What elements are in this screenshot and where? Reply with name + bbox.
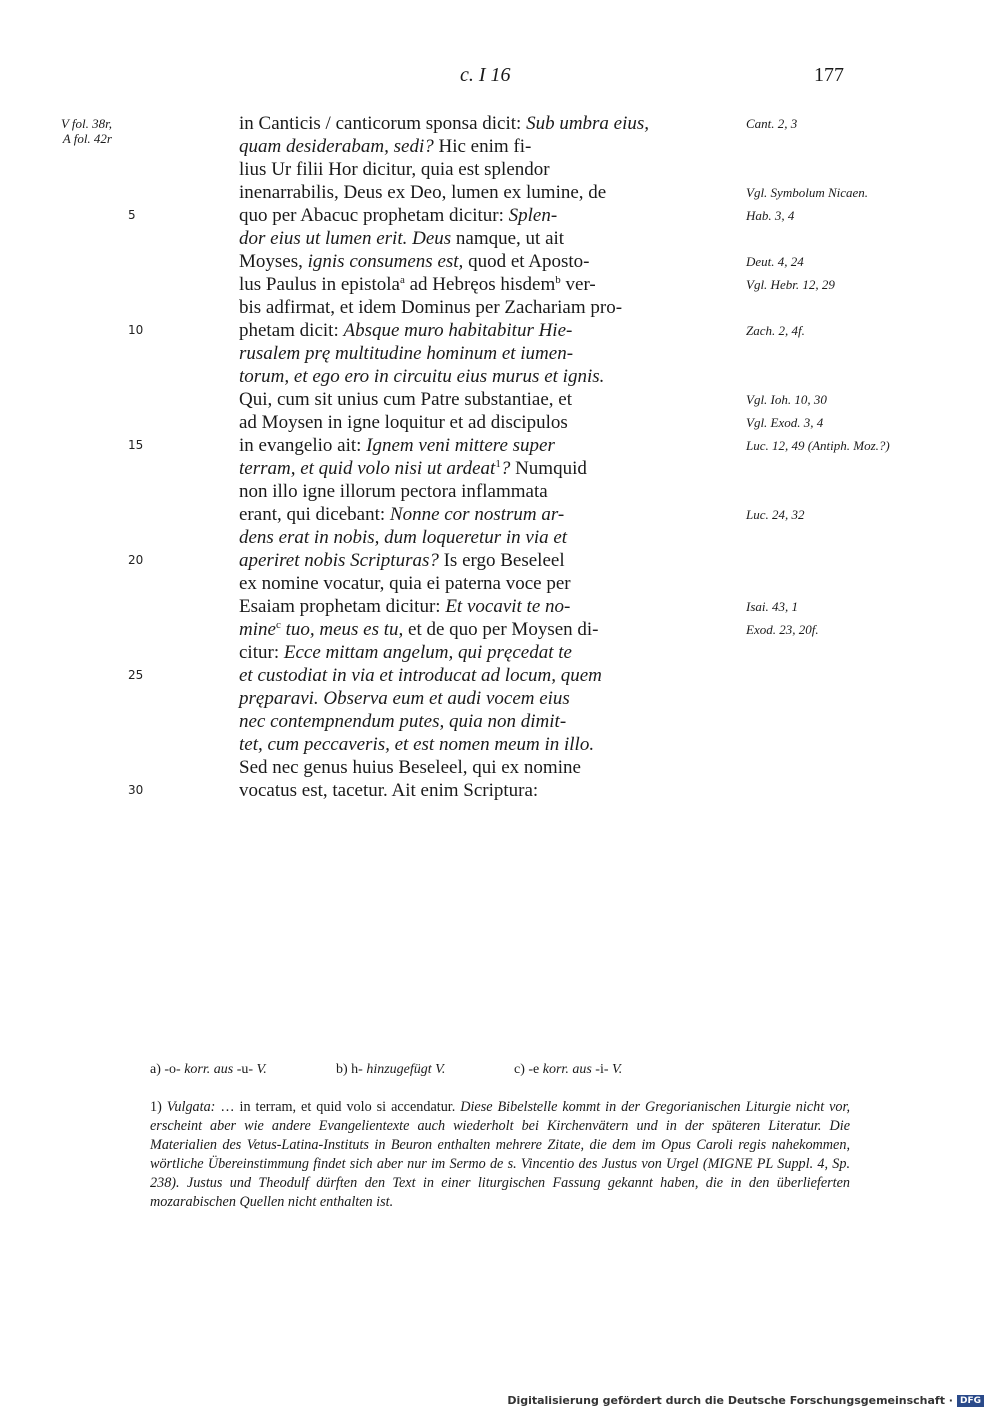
line-number: 25 xyxy=(128,668,144,682)
scripture-reference: Isai. 43, 1 xyxy=(746,599,798,614)
page-number: 177 xyxy=(814,64,844,86)
footnote: 1) Vulgata: … in terram, et quid volo si accendatur. Diese Bibelstelle kommt in der Gregorianischen Liturgie nicht vor, erscheint aber wie andere Evangelientexte auch wiederholt bei Kirchenvätern und in der späteren Literatur. Die Materialien des Vetus-Latina-Instituts in Beuron enthalten mehrere Zitate, die dem im Opus Caroli regis nahekommen, wörtliche Übereinstimmung findet sich aber nur im Sermo de s. Vincentio des Justus von Urgel (MIGNE PL Suppl. 4, Sp. 238). Justus und Theodulf dürften den Text in einer liturgischen Fassung gekannt haben, die in den überlieferten mozarabischen Quellen nicht enthalten ist. xyxy=(150,1099,850,1210)
text-line: lius Ur filii Hor dicitur, quia est splendor xyxy=(239,159,550,180)
text-line: mine$^c$ tuo, meus es tu, et de quo per Moysen di- xyxy=(239,619,599,640)
folio-line: V fol. 38r, xyxy=(60,116,112,131)
apparatus-entry: c) -e korr. aus -i- V. xyxy=(514,1062,623,1077)
running-head: c. I 16 xyxy=(460,64,511,86)
scripture-reference: Vgl. Symbolum Nicaen. xyxy=(746,185,869,200)
text-line: nec contempnendum putes, quia non dimit- xyxy=(239,711,567,732)
line-number: 30 xyxy=(128,783,144,797)
text-line: Esaiam prophetam dicitur: Et vocavit te no- xyxy=(239,596,571,617)
text-line: vocatus est, tacetur. Ait enim Scriptura: xyxy=(239,780,539,801)
text-line: citur: Ecce mittam angelum, qui pręcedat te xyxy=(239,642,572,663)
text-line: dens erat in nobis, dum loqueretur in via et xyxy=(239,527,568,548)
line-number: 10 xyxy=(128,323,144,337)
text-line: inenarrabilis, Deus ex Deo, lumen ex lumine, de xyxy=(239,182,607,203)
text-line: in Canticis / canticorum sponsa dicit: Sub umbra eius, xyxy=(239,113,650,134)
apparatus-entry: a) -o- korr. aus -u- V. xyxy=(150,1062,267,1077)
text-line: lus Paulus in epistola$^a$ ad Hebręos hisdem$^b$ ver- xyxy=(239,274,596,295)
text-line: non illo igne illorum pectora inflammata xyxy=(239,481,548,502)
scripture-reference: Zach. 2, 4f. xyxy=(746,323,805,338)
scripture-reference: Vgl. Ioh. 10, 30 xyxy=(746,392,827,407)
scripture-reference: Vgl. Hebr. 12, 29 xyxy=(746,277,835,292)
text-line: bis adfirmat, et idem Dominus per Zachariam pro- xyxy=(239,297,623,318)
dfg-logo: DFG xyxy=(957,1395,984,1407)
scripture-reference: Cant. 2, 3 xyxy=(746,116,798,131)
folio-note xyxy=(30,116,112,146)
text-line: phetam dicit: Absque muro habitabitur Hie- xyxy=(239,320,573,341)
text-line: ad Moysen in igne loquitur et ad discipulos xyxy=(239,412,568,433)
text-line: ex nomine vocatur, quia ei paterna voce per xyxy=(239,573,571,594)
line-number: 20 xyxy=(128,553,144,567)
text-line: erant, qui dicebant: Nonne cor nostrum ar- xyxy=(239,504,565,525)
text-line: Moyses, ignis consumens est, quod et Aposto- xyxy=(239,251,590,272)
text-line: et custodiat in via et introducat ad locum, quem xyxy=(239,665,602,686)
text-line: pręparavi. Observa eum et audi vocem eius xyxy=(239,688,570,709)
text-line: terram, et quid volo nisi ut ardeat$^1$? Numquid xyxy=(239,458,587,479)
scripture-reference: Vgl. Exod. 3, 4 xyxy=(746,415,824,430)
apparatus-entry: b) h- hinzugefügt V. xyxy=(336,1062,446,1077)
text-line: in evangelio ait: Ignem veni mittere super xyxy=(239,435,555,456)
scripture-reference: Hab. 3, 4 xyxy=(746,208,795,223)
text-line: quam desiderabam, sedi? Hic enim fi- xyxy=(239,136,532,157)
text-line: torum, et ego ero in circuitu eius murus et ignis. xyxy=(239,366,605,387)
text-line: quo per Abacuc prophetam dicitur: Splen- xyxy=(239,205,558,226)
scripture-reference: Deut. 4, 24 xyxy=(746,254,804,269)
scripture-reference: Luc. 24, 32 xyxy=(746,507,805,522)
scripture-reference: Exod. 23, 20f. xyxy=(746,622,819,637)
scripture-reference: Luc. 12, 49 (Antiph. Moz.?) xyxy=(746,438,890,453)
text-line: dor eius ut lumen erit. Deus namque, ut ait xyxy=(239,228,565,249)
text-line: tet, cum peccaveris, et est nomen meum in illo. xyxy=(239,734,595,755)
text-line: Sed nec genus huius Beseleel, qui ex nomine xyxy=(239,757,581,778)
folio-line: A fol. 42r xyxy=(62,131,112,146)
text-line: aperiret nobis Scripturas? Is ergo Beseleel xyxy=(239,550,565,571)
text-line: Qui, cum sit unius cum Patre substantiae, et xyxy=(239,389,572,410)
line-number: 5 xyxy=(128,208,136,222)
digitization-credit: Digitalisierung gefördert durch die Deutsche Forschungsgemeinschaft · DFG xyxy=(507,1394,984,1407)
line-number: 15 xyxy=(128,438,144,452)
text-line: rusalem prę multitudine hominum et iumen- xyxy=(239,343,574,364)
